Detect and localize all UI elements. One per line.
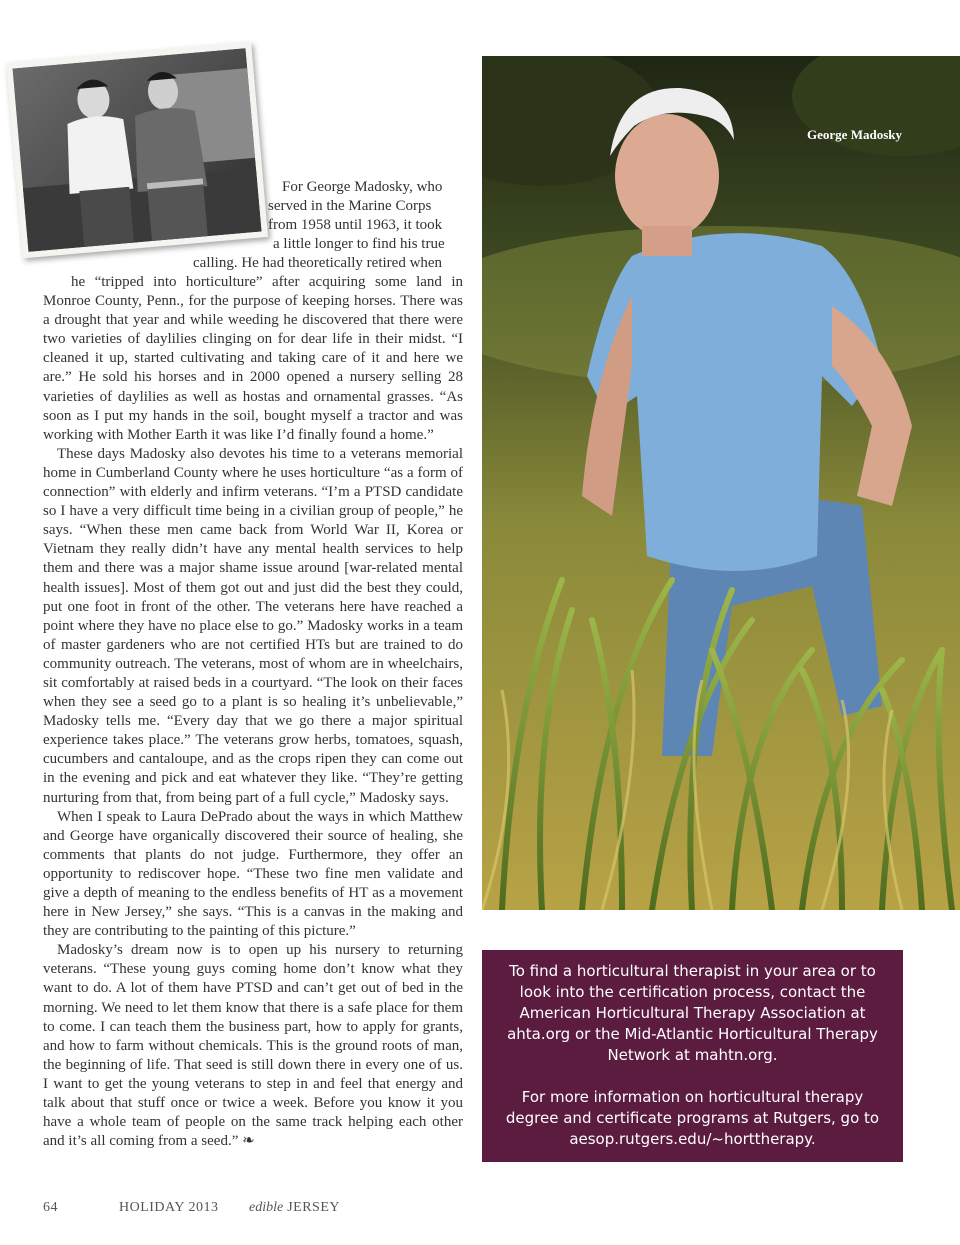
lead-line-5: calling. He had theoretically retired when	[193, 255, 443, 271]
magazine-name-caps: JERSEY	[287, 1200, 341, 1215]
portrait-photo	[482, 56, 960, 910]
article-lead-column	[268, 178, 463, 254]
paragraph-4	[43, 941, 463, 1151]
article-body	[43, 273, 463, 1151]
paragraph-1: he “tripped into horticulture” after acquiring some land in Monroe County, Penn., for the purpose of keeping horses. There was a drought that year and while weeding he discovered that there were two varieties of daylilies clinging on for dear life in their midst. “I cleaned it up, started cultivating and taking care of it and here we are.” He sold his horses and in 2000 opened a nursery selling 28 varieties of daylilies as well as hostas and ornamental grasses. “As soon as I put my hands in the soil, bought myself a tractor and was working with Mother Earth it was like I’d finally found a home.”	[43, 274, 463, 443]
page-number: 64	[43, 1200, 58, 1215]
lead-line-4: a little longer to find his true	[273, 236, 445, 253]
resource-infobox	[482, 950, 903, 1162]
end-mark: ❧	[242, 1133, 255, 1150]
article-lead-wide-line	[193, 254, 463, 273]
paragraph-2: These days Madosky also devotes his time to a veterans memorial home in Cumberland County where he uses horticulture “as a form of connection” with elderly and infirm veterans. “I’m a PTSD candidate so I have a very difficult time being in a civilian group of people,” he says. “When these men came back from World War II, Korea or Vietnam they really didn’t have any mental health services to help them and there was a major shame issue around [war-related mental health issues]. Most of them got out and just did the best they could, put one foot in front of the other. The veterans here have reached a point where they have no place else to go.” Madosky works in a team of master gardeners who are not certified HTs but are trained to do community outreach. The veterans, most of whom are in wheelchairs, sit comfortably at raised beds in a courtyard. “The look on their faces when they see a seed go to a plant is so healing it’s unbelievable,” Madosky tells me. “Every day that we go there a major spiritual experience takes place.” The veterans grow herbs, tomatoes, squash, cucumbers and cantaloupe, and as the crops ripen they can come out in the evening and pick and eat whatever they like. “They’re getting nurturing from that, from being part of a full cycle,” Madosky says.	[43, 445, 463, 806]
photo-caption: George Madosky	[807, 127, 902, 142]
issue-label: HOLIDAY 2013	[119, 1200, 219, 1215]
lead-line-3: from 1958 until 1963, it took	[268, 217, 443, 234]
infobox-text-1: To find a horticultural therapist in your area or to look into the certification process, contact the American Horticultural Therapy Association at ahta.org or the Mid-Atlantic Horticultural Therapy Network at mahtn.org.	[507, 962, 878, 1064]
magazine-name	[249, 1200, 340, 1216]
vintage-photo-image	[12, 48, 261, 252]
page-footer	[43, 1200, 340, 1216]
paragraph-4-text: Madosky’s dream now is to open up his nursery to returning veterans. “These young guys coming home don’t know what they want to do. A lot of them have PTSD and can’t get out of bed in the morning. We need to let them know that there is a safe place for them to come. I can teach them the business part, how to apply for grants, and how to farm without chemicals. This is the ground roots of man, the beginning of life. That seed is still down there in every one of us. I want to get the young veterans to step in and feel that energy and talk about that stuff once or twice a week. Before you know it you have a whole team of people on the same track helping each other and it’s all coming from a seed.”	[43, 942, 463, 1150]
lead-line-1: For George Madosky, who	[282, 179, 443, 195]
magazine-name-italic: edible	[249, 1200, 284, 1215]
lead-line-2: served in the Marine Corps	[268, 198, 432, 215]
infobox-text-2: For more information on horticultural therapy degree and certificate programs at Rutgers, go to aesop.rutgers.edu/~horttherapy.	[505, 1088, 880, 1148]
paragraph-3: When I speak to Laura DePrado about the ways in which Matthew and George have organically discovered their source of healing, she comments that plants do not judge. Furthermore, they offer an opportunity to rediscover hope. “These two fine men validate and give a depth of meaning to the endless benefits of HT as a movement here in New Jersey,” she says. “This is a canvas in the making and they are contributing to the painting of this picture.”	[43, 808, 463, 940]
portrait-image	[482, 56, 960, 910]
vintage-photo	[6, 42, 268, 259]
